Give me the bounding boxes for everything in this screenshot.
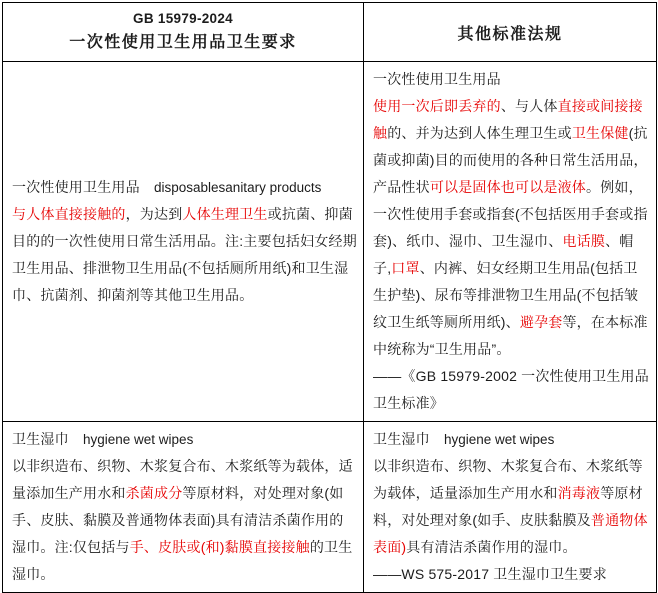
- other-standards-title: 其他标准法规: [457, 25, 563, 43]
- term-line: 卫生湿巾 hygiene wet wipes: [12, 431, 194, 447]
- cell-wet-wipes-other: [364, 422, 657, 593]
- standard-code: GB 15979-2024: [133, 11, 233, 26]
- term-line: 一次性使用卫生用品 disposablesanitary products: [12, 179, 322, 195]
- source-citation: ——《GB 15979-2002 一次性使用卫生用品卫生标准》: [373, 368, 649, 411]
- cell-disposable-products-other: [364, 62, 657, 422]
- standard-title: 一次性使用卫生用品卫生要求: [69, 34, 297, 51]
- cell-disposable-products-gb: [3, 62, 364, 422]
- definition-text: 使用一次后即丢弃的、与人体直接或间接接触的、并为达到人体生理卫生或卫生保健(抗菌或抑菌)目的而使用的各种日常生活用品，产品性状可以是固体也可以是液体。例如，一次性使用手套或指套(不包括医用手套或指套)、纸巾、湿巾、卫生湿巾、电话膜、帽子,口罩、内裤、妇女经期卫生用品(包括卫生护垫)、尿布等排泄物卫生用品(不包括皱纹卫生纸等厕所用纸)、避孕套等，在本标准中统称为“卫生用品”。: [373, 98, 648, 357]
- term-line: 卫生湿巾 hygiene wet wipes: [373, 431, 555, 447]
- definition-text: 以非织造布、织物、木浆复合布、木浆纸等为载体，适量添加生产用水和消毒液等原材料，对处理对象(如手、皮肤黏膜及普通物体表面)具有清洁杀菌作用的湿巾。: [373, 458, 648, 555]
- table-row-hygiene-wet-wipes: [3, 422, 657, 593]
- header-cell-gb-standard: [3, 3, 364, 62]
- definition-text: 以非织造布、织物、木浆复合布、木浆纸等为载体，适量添加生产用水和杀菌成分等原材料，对处理对象(如手、皮肤、黏膜及普通物体表面)具有清洁杀菌作用的湿巾。注:仅包括与手、皮肤或(和)黏膜直接接触的卫生湿巾。: [12, 458, 353, 582]
- table-row-disposable-products: [3, 62, 657, 422]
- definition-text: 与人体直接接触的，为达到人体生理卫生或抗菌、抑菌目的的一次性使用日常生活用品。注:主要包括妇女经期卫生用品、排泄物卫生用品(不包括厕所用纸)和卫生湿巾、抗菌剂、抑菌剂等其他卫生用品。: [12, 206, 357, 303]
- term-line: 一次性使用卫生用品: [373, 71, 501, 87]
- header-row: [3, 3, 657, 62]
- header-cell-other-standards: [364, 3, 657, 62]
- standards-comparison-table: [2, 2, 657, 593]
- source-citation: ——WS 575-2017 卫生湿巾卫生要求: [373, 566, 607, 582]
- cell-wet-wipes-gb: [3, 422, 364, 593]
